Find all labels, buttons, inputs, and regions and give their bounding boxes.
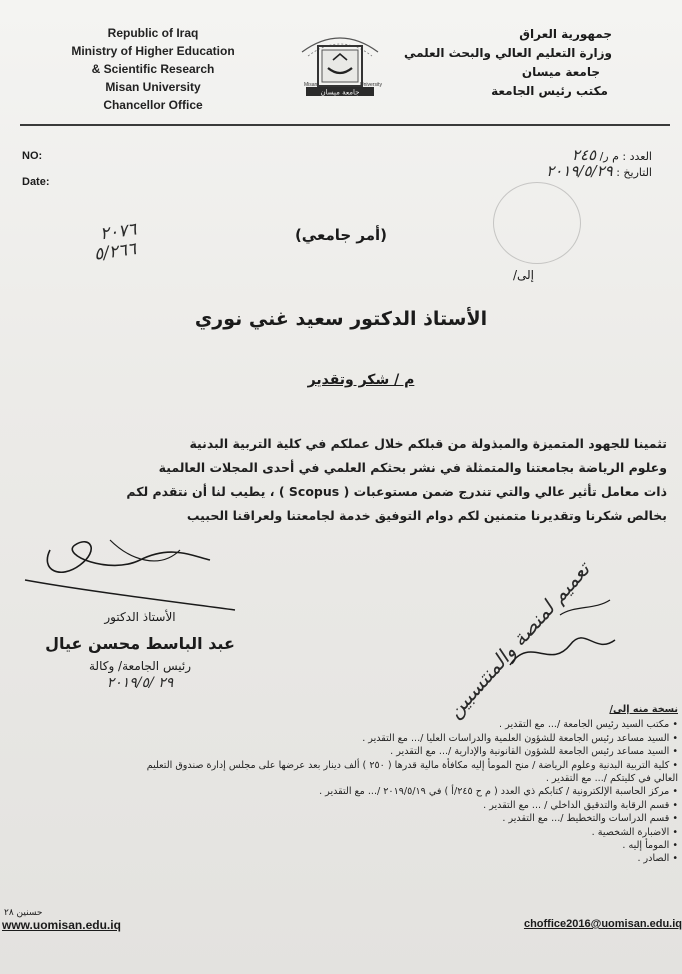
to-label: إلى/ bbox=[512, 268, 534, 282]
cc-item: العالي في كليتكم /... مع التقدير . bbox=[545, 773, 678, 785]
cc-item: • قسم الرقابة والتدقيق الداخلي / ... مع التقدير . bbox=[483, 799, 678, 811]
logo-text: جامعة ميسان bbox=[320, 88, 360, 97]
faint-stamp bbox=[493, 182, 581, 264]
ar-number-value: ٢٤٥ bbox=[571, 146, 597, 164]
cc-item: • السيد مساعد رئيس الجامعة للشؤون القانونية والإدارية /... مع التقدير . bbox=[390, 746, 678, 758]
letterhead-ar-line: جمهورية العراق bbox=[519, 27, 612, 41]
letterhead-en-line: Chancellor Office bbox=[103, 98, 203, 112]
cc-list bbox=[6, 703, 678, 866]
signatory-name: عبد الباسط محسن عيال bbox=[45, 634, 235, 653]
cc-item: • مركز الحاسبة الإلكترونية / كتابكم ذي العدد ( م ح ٢٤٥/أ ) في ٢٠١٩/٥/١٩ /... مع التقدير . bbox=[319, 786, 678, 798]
signatory-position: رئيس الجامعة/ وكالة bbox=[88, 659, 192, 673]
signature-block bbox=[40, 610, 240, 691]
footer-website-link[interactable]: www.uomisan.edu.iq bbox=[2, 918, 121, 932]
subject-line: م / شكر وتقدير bbox=[307, 372, 415, 388]
letterhead-en-line: Ministry of Higher Education bbox=[71, 44, 235, 58]
letterhead-ar-line: وزارة التعليم العالي والبحث العلمي bbox=[403, 46, 612, 60]
cc-item: • الاضبارة الشخصية . bbox=[591, 826, 678, 838]
body-line: وعلوم الرياضة بجامعتنا والمتمثلة في نشر بحثكم العلمي في أحدى المجلات العالمية bbox=[158, 460, 667, 475]
letterhead-en-line: & Scientific Research bbox=[91, 62, 215, 76]
logo-caption-right: University bbox=[360, 82, 382, 88]
body-line: بخالص شكرنا وتقديرنا متمنين لكم دوام التوفيق خدمة لجامعتنا ولعراقنا الحبيب bbox=[186, 508, 667, 523]
letterhead-en-line: Misan University bbox=[105, 80, 201, 94]
order-title: (أمر جامعي) bbox=[294, 226, 388, 244]
cc-header: نسخة منه إلى/ bbox=[609, 704, 678, 715]
handwritten-registry-number: ٥/٢٦٦ bbox=[92, 239, 138, 265]
ar-date-label: التاريخ : bbox=[616, 166, 652, 179]
body-line: تثمينا للجهود المتميزة والمبذولة من قبلكم خلال عملكم في كلية التربية البدنية bbox=[189, 436, 667, 451]
cc-item: • كلية التربية البدنية وعلوم الرياضة / منح المومأ إليه مكافأة مالية قدرها ( ٢٥٠ ) ألف دينار بعد عرضها على مجلس إدارة صندوق التعليم bbox=[146, 759, 678, 771]
letterhead-ar-line: جامعة ميسان bbox=[521, 65, 600, 79]
letterhead-english bbox=[58, 24, 248, 114]
signatory-title: الأستاذ الدكتور bbox=[104, 610, 176, 624]
letter-body bbox=[15, 432, 667, 528]
letterhead-ar-line: مكتب رئيس الجامعة bbox=[491, 84, 608, 98]
signature-date: ٢٩ /٢٠١٩/٥ bbox=[106, 675, 174, 691]
date-label: Date: bbox=[22, 176, 50, 188]
cc-item: • الصادر . bbox=[637, 853, 678, 865]
cc-item: • المومأ إليه . bbox=[622, 840, 678, 852]
number-label: NO: bbox=[22, 150, 43, 162]
header-divider bbox=[20, 124, 670, 126]
cc-item: • قسم الدراسات والتخطيط /... مع التقدير . bbox=[502, 813, 678, 825]
letterhead-en-line: Republic of Iraq bbox=[107, 26, 199, 40]
ar-date-value: ٢٠١٩/٥/٢٩ bbox=[546, 162, 613, 180]
signature-scribble bbox=[20, 530, 250, 620]
letterhead-arabic bbox=[372, 25, 612, 101]
handwritten-initials bbox=[500, 595, 630, 680]
typist-note: حسنين ٢٨ bbox=[4, 908, 43, 918]
cc-item: • مكتب السيد رئيس الجامعة /... مع التقدير . bbox=[499, 719, 678, 731]
logo-caption-left: Misan bbox=[304, 82, 318, 88]
handwritten-note: تعميم لمنصة والمنتسبين bbox=[442, 557, 595, 723]
footer-email-link[interactable]: choffice2016@uomisan.edu.iq bbox=[523, 918, 682, 930]
cc-item: • السيد مساعد رئيس الجامعة للشؤون العلمية والدراسات العليا /... مع التقدير . bbox=[362, 732, 678, 744]
recipient-name: الأستاذ الدكتور سعيد غني نوري bbox=[194, 308, 488, 330]
ar-number-label: العدد : م ر/ bbox=[599, 150, 652, 163]
handwritten-registry-number: ٢٠٧٦ bbox=[98, 219, 138, 245]
body-line: ذات معامل تأثير عالي والتي تندرج ضمن مستوعبات ( Scopus ) ، يطيب لنا أن نتقدم لكم bbox=[126, 484, 667, 499]
ar-date-field bbox=[452, 162, 652, 180]
